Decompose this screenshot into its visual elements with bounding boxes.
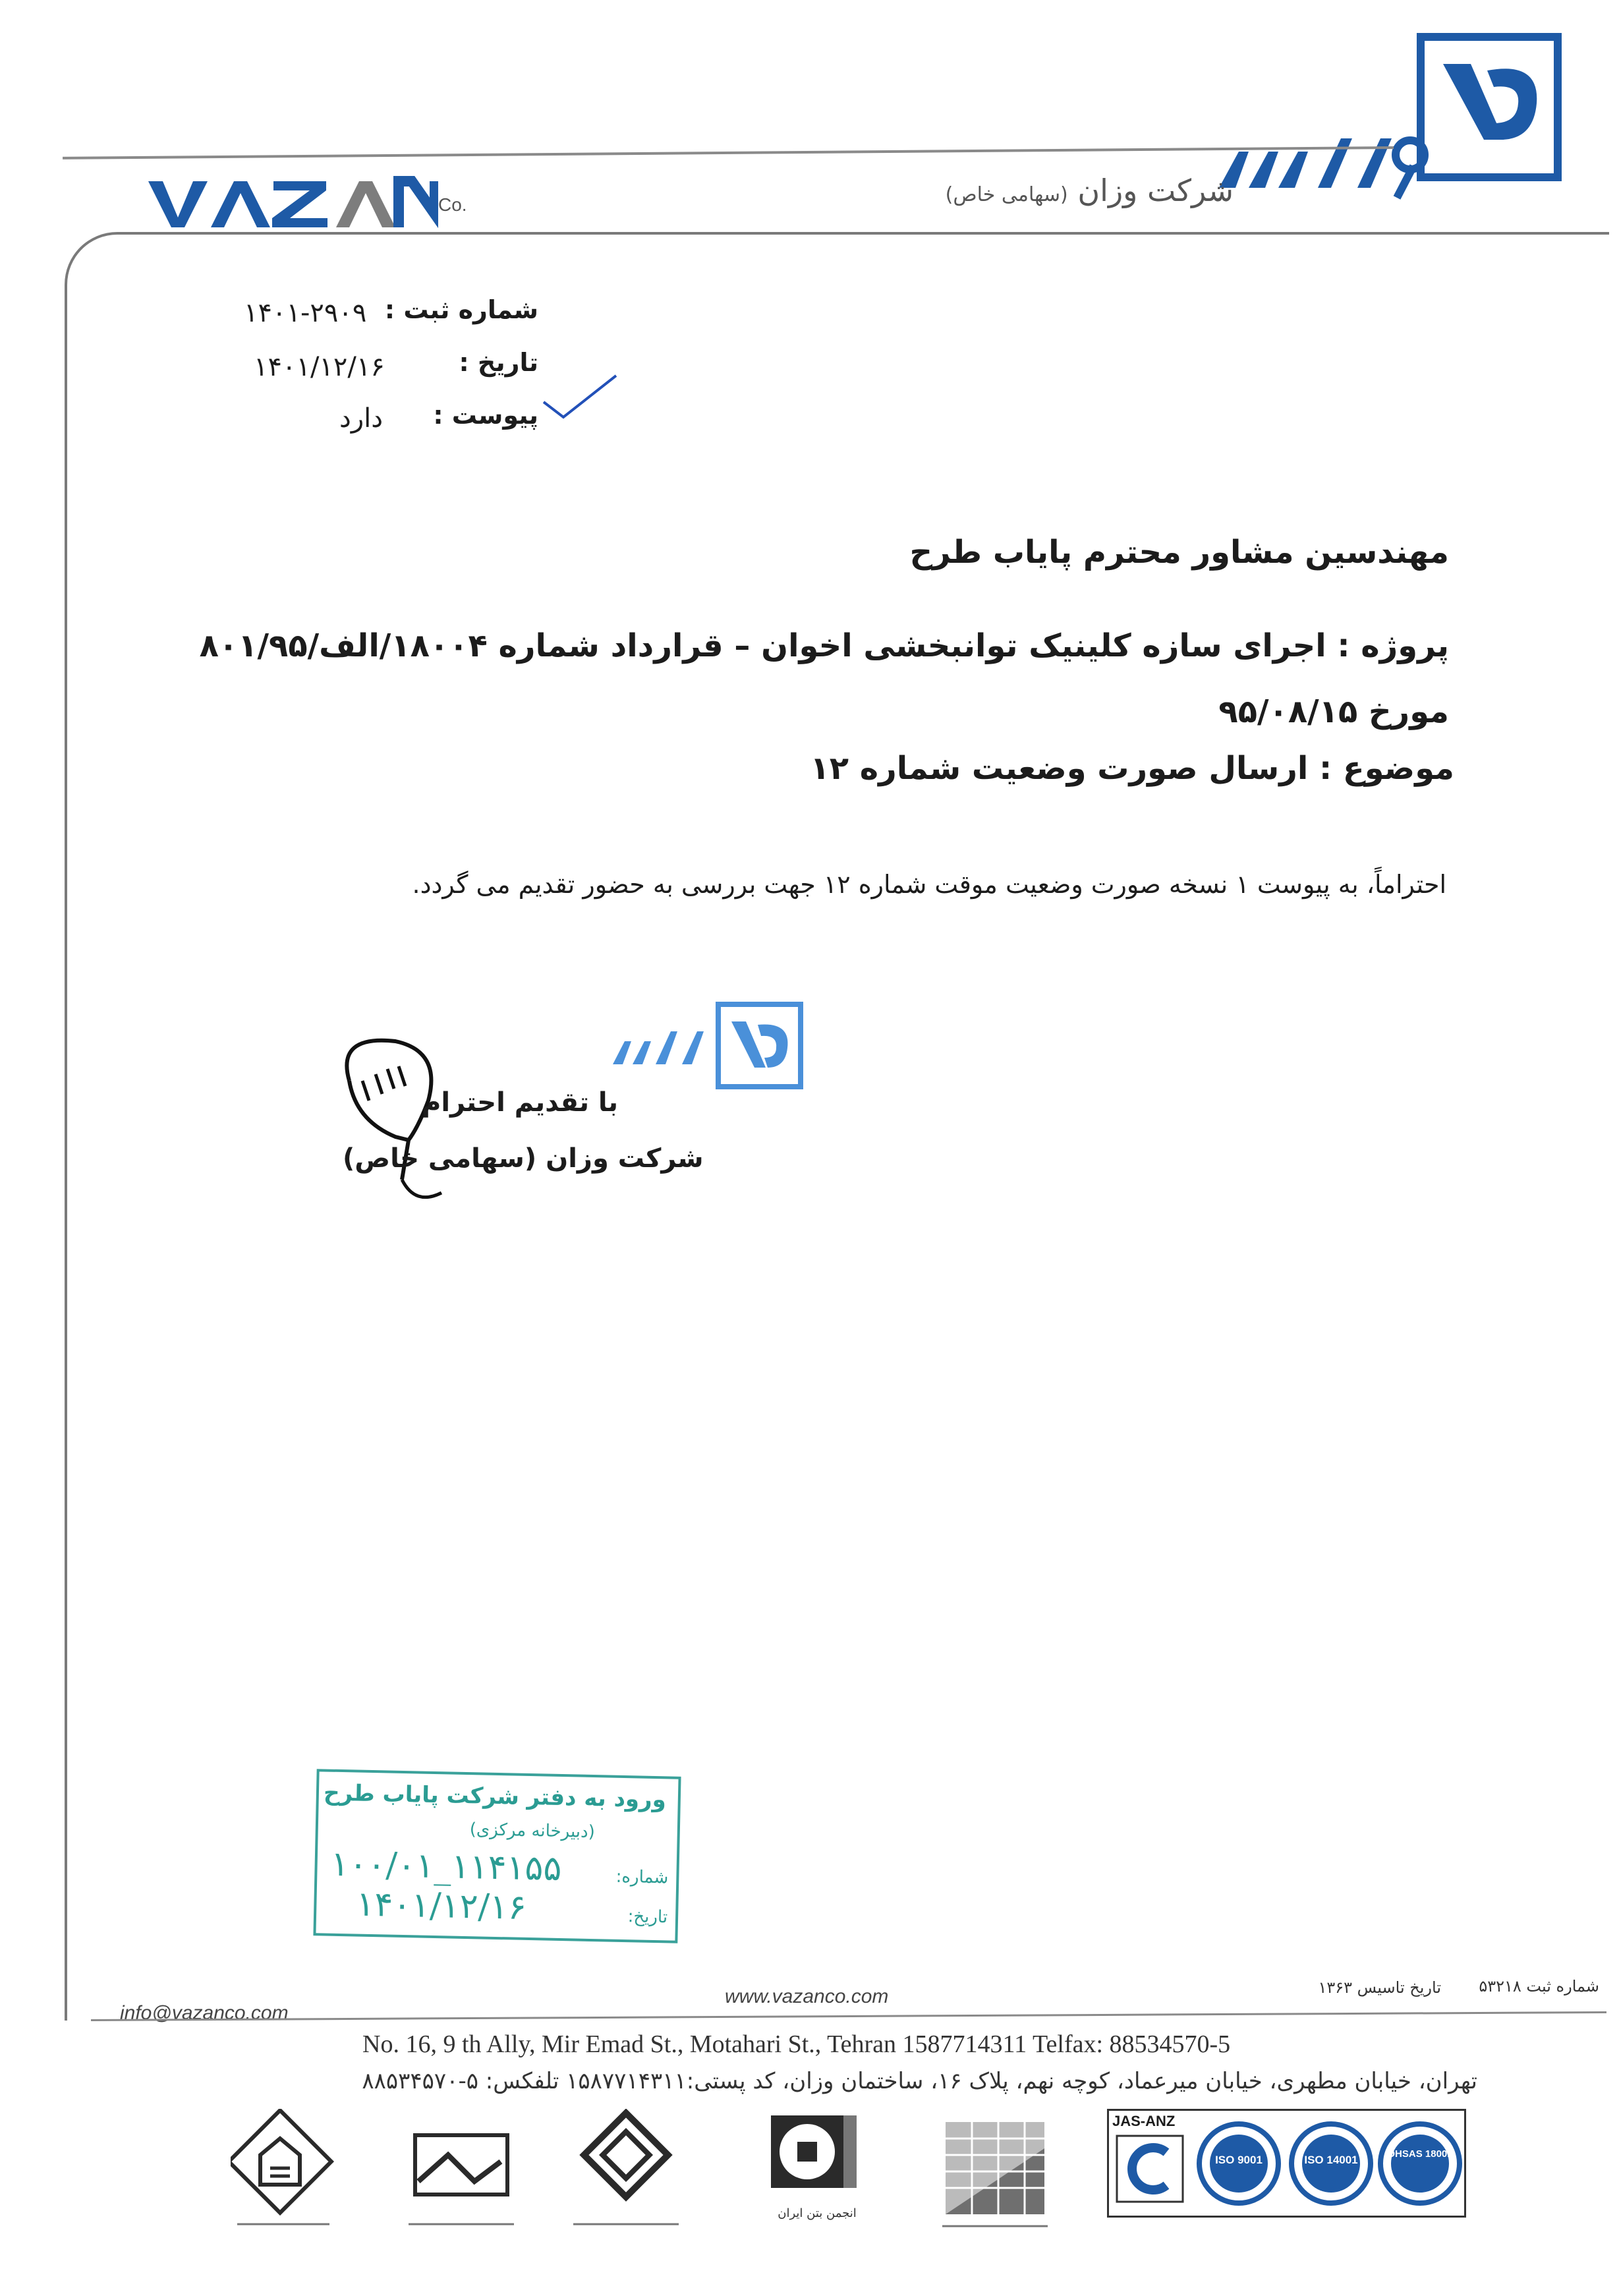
- address-english: No. 16, 9 th Ally, Mir Emad St., Motahari St., Tehran 1587714311 Telfax: 88534570-5: [362, 2030, 1231, 2058]
- stamp-subtitle: (دبیرخانه مرکزی): [469, 1820, 596, 1843]
- registration-number: ۱۴۰۱-۲۹۰۹: [244, 298, 367, 328]
- registration-row: [385, 295, 538, 324]
- project-line: پروژه : اجرای سازه کلینیک توانبخشی اخوان – قرارداد شماره ۱۸۰۰۴/الف/۸۰۱/۹۵ مورخ ۹۵/۰۸/۱۵: [199, 627, 1449, 730]
- company-name: شرکت وزان: [1077, 173, 1234, 208]
- iso-9001-label: ISO 9001: [1215, 2154, 1263, 2166]
- letter-body: احتراماً، به پیوست ۱ نسخه صورت وضعیت موقت شماره ۱۲ جهت بررسی به حضور تقدیم می گردد.: [412, 870, 1446, 899]
- footer-email-link[interactable]: info@vazanco.com: [120, 2002, 289, 2024]
- stamp-date-value: ۱۴۰۱/۱۲/۱۶: [355, 1884, 527, 1928]
- iso-14001-label: ISO 14001: [1304, 2154, 1358, 2166]
- addressee: مهندسین مشاور محترم پایاب طرح: [909, 534, 1449, 571]
- brand-suffix: Co.: [438, 194, 467, 215]
- association-logo-2: [402, 2109, 521, 2234]
- date-row: [459, 348, 539, 377]
- stamp-number-label: شماره:: [615, 1866, 669, 1888]
- checkmark-icon: [540, 372, 619, 425]
- concrete-association-label: انجمن بتن ایران: [778, 2206, 857, 2220]
- stamp-title: ورود به دفتر شرکت پایاب طرح: [323, 1779, 667, 1814]
- signer-company: شرکت وزان (سهامی خاص): [343, 1143, 704, 1174]
- vazan-persian-wordmark: [1212, 125, 1430, 204]
- received-stamp: [313, 1769, 681, 1943]
- association-logo-1: [231, 2109, 336, 2234]
- date-label: تاریخ :: [459, 348, 538, 377]
- closing-phrase: با تقدیم احترام: [422, 1087, 618, 1118]
- subject-line: موضوع : ارسال صورت وضعیت شماره ۱۲: [810, 750, 1454, 787]
- company-name-header: [946, 173, 1234, 208]
- date-value: ۱۴۰۱/۱۲/۱۶: [254, 352, 385, 382]
- stamp-number-value: ۱۰۰/۰۱_۱۱۴۱۵۵: [330, 1844, 562, 1889]
- builders-association-logo: [936, 2109, 1054, 2234]
- registration-label: شماره ثبت :: [384, 295, 538, 324]
- attachment-label: پیوست :: [433, 401, 538, 430]
- header-divider: [63, 146, 1394, 159]
- association-logo-3: [567, 2109, 685, 2234]
- company-type: (سهامی خاص): [945, 183, 1068, 206]
- address-persian: تهران، خیابان مطهری، خیابان میرعماد، کوچه نهم، پلاک ۱۶، ساختمان وزان، کد پستی:۱۵۸۷۷۱۴۳۱۱ تلفکس: ۵-۸۸۵۳۴۵۷۰: [362, 2068, 1477, 2094]
- ohsas-seal-icon: [1377, 2121, 1463, 2206]
- footer-registration: شماره ثبت ۵۳۲۱۸: [1479, 1977, 1599, 1995]
- company-stamp-logo: [600, 1002, 804, 1094]
- letter-frame: [65, 232, 1609, 2021]
- footer-website-link[interactable]: www.vazanco.com: [725, 1986, 889, 2007]
- ohsas-label: OHSAS 18001: [1387, 2148, 1453, 2160]
- attachment-row: [433, 401, 538, 430]
- iso-certifications-strip: [1107, 2109, 1466, 2234]
- footer-founded: تاریخ تاسیس ۱۳۶۳: [1318, 1978, 1441, 1997]
- handwritten-signature: [310, 1028, 586, 1226]
- concrete-association-logo: [758, 2109, 876, 2234]
- stamp-date-label: تاریخ:: [627, 1907, 668, 1928]
- attachment-value: دارد: [339, 403, 383, 434]
- company-logo-emblem: [1417, 33, 1562, 181]
- jas-anz-label: JAS-ANZ: [1112, 2113, 1176, 2129]
- jas-anz-mark-icon: [1114, 2133, 1186, 2205]
